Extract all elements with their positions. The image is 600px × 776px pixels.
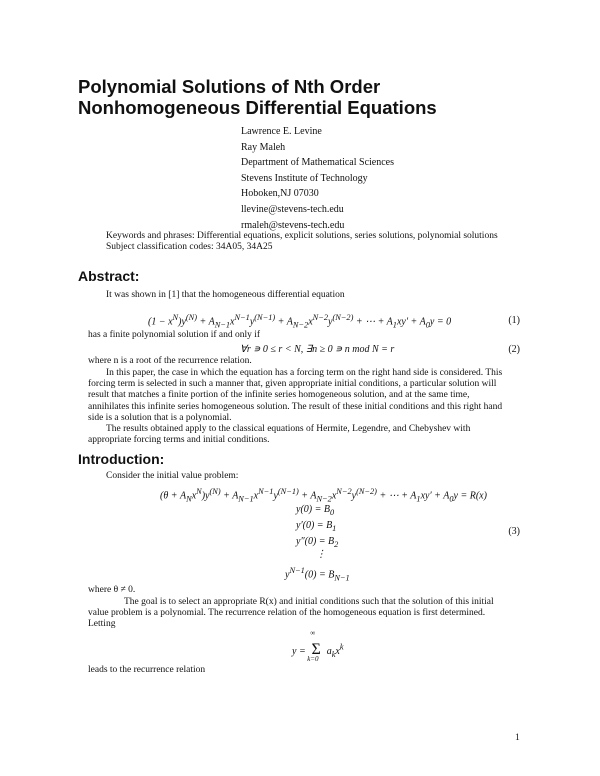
text-line: forcing term is selected in such a manner that, given appropriate initial conditions, a particular solution will — [88, 379, 497, 390]
abstract-paragraph-2 — [88, 368, 524, 424]
equation-3-main: $(\theta + A_Nx^N)y^{(N)} + A_{N-1}x^{N-1}y^{(N-1)} + A_{N-2}x^{N-2}y^{(N-2)}$ + ⋯ + $A_1xy' + A_0y = R(x)$ — [160, 487, 487, 504]
equation-3-number: (3) — [508, 526, 520, 537]
text-line: The goal is to select an appropriate R(x) and initial conditions such that the solution of this initial — [124, 597, 494, 607]
sum-lower-limit: k=0 — [307, 655, 319, 663]
author-email: rmaleh@stevens-tech.edu — [241, 219, 345, 231]
author-name: Lawrence E. Levine — [241, 126, 322, 137]
initial-condition-2: $y''(0) = B_2$ — [296, 536, 339, 549]
affiliation-institute: Stevens Institute of Technology — [241, 172, 368, 184]
introduction-heading: Introduction: — [78, 451, 165, 467]
equation-1: $(1 - x^N)y^{(N)} + A_{N-1}x^{N-1}y^{(N-1)} + A_{N-2}x^{N-2}y^{(N-2)}$ + ⋯ + $A_1xy' + A_0y = 0$ — [148, 313, 452, 330]
introduction-intro: Consider the initial value problem: — [106, 471, 239, 481]
initial-condition-1: $y'(0) = B_1$ — [296, 520, 337, 533]
introduction-paragraph — [88, 597, 524, 631]
author-name: Ray Maleh — [241, 141, 286, 153]
author-email: llevine@stevens-tech.edu — [241, 203, 344, 215]
equation-2: ∀r ∍ 0 ≤ r < N, ∃n ≥ 0 ∍ n mod N = r — [240, 344, 395, 355]
abstract-condition-text: has a finite polynomial solution if and only if — [88, 330, 261, 340]
text-line: appropriate forcing terms and initial conditions. — [88, 435, 270, 446]
abstract-recurrence-note: where n is a root of the recurrence relation. — [88, 356, 252, 366]
equation-1-number: (1) — [508, 315, 520, 326]
text-line: result that matches a finite portion of the infinite series homogeneous solution, and at the same time, — [88, 390, 470, 401]
initial-condition-n: $y^{N-1}(0) = B_{N-1}$ — [285, 566, 350, 583]
text-line: side is a solution that is a polynomial. — [88, 412, 232, 423]
text-line: In this paper, the case in which the equation has a forcing term on the right hand side is considered. This — [106, 368, 503, 378]
keywords-block — [106, 231, 498, 253]
initial-condition-0: $y(0) = B_0$ — [296, 504, 335, 517]
abstract-heading: Abstract: — [78, 268, 140, 284]
text-line: value problem is a polynomial. The recurrence relation of the homogeneous equation is first determined. — [88, 608, 486, 619]
recurrence-lead-in: leads to the recurrence relation — [88, 665, 206, 675]
abstract-intro: It was shown in [1] that the homogeneous differential equation — [106, 290, 345, 300]
affiliation-department: Department of Mathematical Sciences — [241, 157, 394, 169]
series-equation: y = ∞ Σ k=0 $a_kx^k$ — [292, 629, 344, 663]
title-line-2: Nonhomogeneous Differential Equations — [78, 97, 437, 118]
theta-condition: where θ ≠ 0. — [88, 585, 136, 595]
equation-2-number: (2) — [508, 344, 520, 355]
paper-title — [78, 76, 437, 118]
text-line: The results obtained apply to the classical equations of Hermite, Legendre, and Chebyshev with — [106, 424, 471, 434]
text-line: annihilates this infinite series homogeneous solution. The result of these initial conditions and this right hand — [88, 401, 503, 412]
author-block — [241, 124, 394, 233]
page-number: 1 — [515, 733, 520, 743]
summation-symbol: Σ — [311, 641, 321, 658]
affiliation-address: Hoboken,NJ 07030 — [241, 188, 319, 200]
text-line: Letting — [88, 619, 116, 630]
subject-codes: Subject classification codes: 34A05, 34A25 — [106, 242, 273, 252]
title-line-1: Polynomial Solutions of Nth Order — [78, 76, 381, 97]
sum-upper-limit: ∞ — [310, 629, 316, 637]
keywords: Keywords and phrases: Differential equations, explicit solutions, series solutions, polynomial solutions — [106, 231, 498, 241]
vertical-ellipsis: ⋮ — [316, 549, 326, 560]
abstract-paragraph-3 — [88, 424, 524, 446]
